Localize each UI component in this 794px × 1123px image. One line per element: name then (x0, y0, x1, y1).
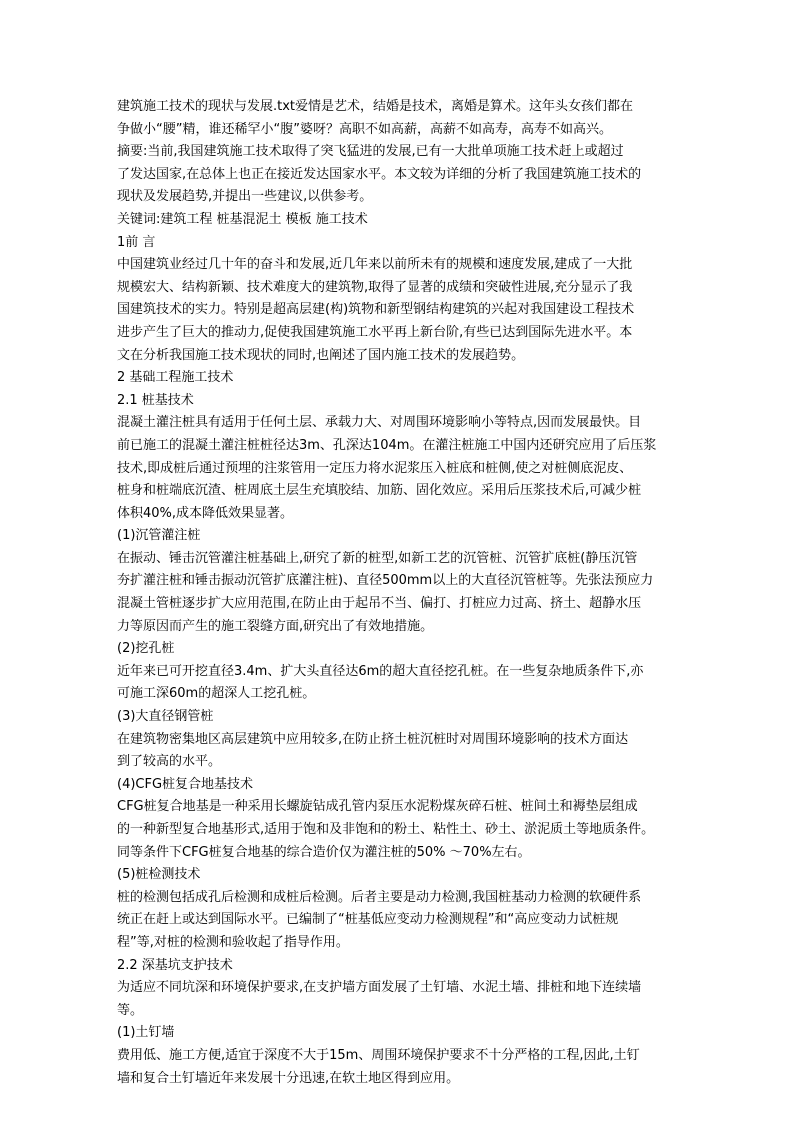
text-line: 同等条件下CFG桩复合地基的综合造价仅为灌注桩的50% ～70%左右。 (117, 844, 531, 860)
text-line: 文在分析我国施工技术现状的同时,也阐述了国内施工技术的发展趋势。 (117, 347, 525, 363)
text-line: (3)大直径钢管桩 (117, 709, 214, 725)
text-line: 夯扩灌注桩和锤击振动沉管扩底灌注桩)、直径500mm以上的大直径沉管桩等。先张法预应力 (117, 573, 654, 589)
text-line: 2 基础工程施工技术 (117, 370, 234, 386)
text-line: 体积40%,成本降低效果显著。 (117, 505, 294, 521)
text-line: 中国建筑业经过几十年的奋斗和发展,近几年来以前所未有的规模和速度发展,建成了一大批 (117, 257, 633, 273)
text-line: (2)挖孔桩 (117, 641, 175, 657)
text-line: 争做小“腰”精，谁还稀罕小“腹”婆呀？高职不如高薪，高薪不如高寿，高寿不如高兴。 (117, 121, 612, 137)
text-line: 2.2 深基坑支护技术 (117, 957, 233, 973)
text-line: (5)桩检测技术 (117, 867, 201, 883)
text-line: 到了较高的水平。 (117, 754, 222, 770)
text-line: 力等原因而产生的施工裂缝方面,研究出了有效地措施。 (117, 618, 434, 634)
text-line: 1前 言 (117, 234, 156, 250)
text-line: 规模宏大、结构新颖、技术难度大的建筑物,取得了显著的成绩和突破性进展,充分显示了我 (117, 279, 633, 295)
text-line: 建筑施工技术的现状与发展.txt爱情是艺术，结婚是技术，离婚是算术。这年头女孩们都在 (117, 99, 634, 114)
text-line: 统正在赶上或达到国际水平。已编制了“桩基低应变动力检测规程”和“高应变动力试桩规 (117, 912, 619, 928)
text-line: 近年来已可开挖直径3.4m、扩大头直径达6m的超大直径挖孔桩。在一些复杂地质条件下,亦 (117, 663, 644, 679)
text-line: 前已施工的混凝土灌注桩桩径达3m、孔深达104m。在灌注桩施工中国内还研究应用了后压浆 (117, 437, 657, 453)
text-line: CFG桩复合地基是一种采用长螺旋钻成孔管内泵压水泥粉煤灰碎石桩、桩间土和褥垫层组成 (117, 799, 638, 815)
text-line: 现状及发展趋势,并提出一些建议,以供参考。 (117, 189, 373, 205)
text-line: 2.1 桩基技术 (117, 392, 194, 408)
text-line: (1)沉管灌注桩 (117, 528, 201, 544)
text-line: 墙和复合土钉墙近年来发展十分迅速,在软土地区得到应用。 (117, 1070, 460, 1086)
text-line: 费用低、施工方便,适宜于深度不大于15m、周围环境保护要求不十分严格的工程,因此,土钉 (117, 1047, 640, 1063)
text-line: 在振动、锤击沉管灌注桩基础上,研究了新的桩型,如新工艺的沉管桩、沉管扩底桩(静压沉管 (117, 550, 638, 566)
text-line: (4)CFG桩复合地基技术 (117, 776, 254, 792)
text-line: 可施工深60m的超深人工挖孔桩。 (117, 686, 316, 702)
text-line: 摘要:当前,我国建筑施工技术取得了突飞猛进的发展,已有一大批单项施工技术赶上或超过 (117, 144, 624, 160)
text-line: 等。 (117, 1002, 144, 1018)
text-line: 进步产生了巨大的推动力,促使我国建筑施工水平再上新台阶,有些已达到国际先进水平。本 (117, 324, 633, 340)
text-line: 的一种新型复合地基形式,适用于饱和及非饱和的粉土、粘性土、砂土、淤泥质土等地质条件。 (117, 822, 655, 837)
text-line: 国建筑技术的实力。特别是超高层建(构)筑物和新型钢结构建筑的兴起对我国建设工程技术 (117, 302, 635, 318)
text-line: 在建筑物密集地区高层建筑中应用较多,在防止挤土桩沉桩时对周围环境影响的技术方面达 (117, 731, 629, 747)
text-line: 混凝土灌注桩具有适用于任何土层、承载力大、对周围环境影响小等特点,因而发展最快。目 (117, 415, 642, 431)
text-line: 程”等,对桩的检测和验收起了指导作用。 (117, 934, 349, 950)
text-line: 关键词:建筑工程 桩基混泥土 模板 施工技术 (117, 211, 368, 227)
text-line: 了发达国家,在总体上也正在接近发达国家水平。本文较为详细的分析了我国建筑施工技术的 (117, 166, 642, 182)
text-line: 技术,即成桩后通过预埋的注浆管用一定压力将水泥浆压入桩底和桩侧,使之对桩侧底泥皮、 (117, 460, 633, 476)
text-line: 桩的检测包括成孔后检测和成桩后检测。后者主要是动力检测,我国桩基动力检测的软硬件系 (117, 889, 642, 905)
text-line: 为适应不同坑深和环境保护要求,在支护墙方面发展了土钉墙、水泥土墙、排桩和地下连续墙 (117, 980, 642, 996)
text-line: (1)土钉墙 (117, 1025, 175, 1041)
text-line: 混凝土管桩逐步扩大应用范围,在防止由于起吊不当、偏打、打桩应力过高、挤土、超静水压 (117, 596, 642, 612)
text-line: 桩身和桩端底沉渣、桩周底土层生充填胶结、加筋、固化效应。采用后压浆技术后,可减少桩 (117, 483, 642, 499)
document-body (117, 96, 683, 1090)
